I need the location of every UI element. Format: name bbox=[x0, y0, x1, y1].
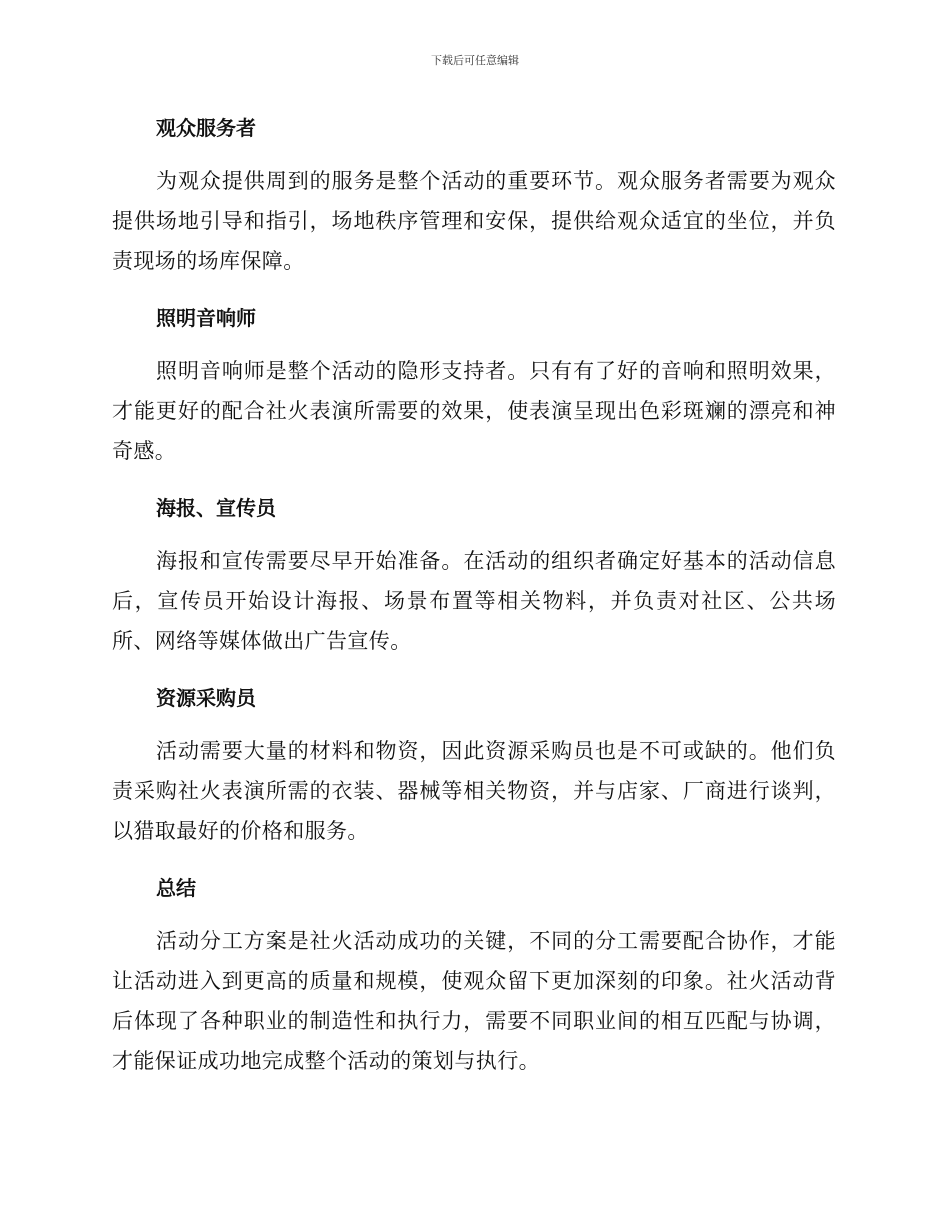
section-body-summary: 活动分工方案是社火活动成功的关键，不同的分工需要配合协作，才能让活动进入到更高的质量和规模，使观众留下更加深刻的印象。社火活动背后体现了各种职业的制造性和执行力，需要不同职业间的相互匹配与协调，才能保证成功地完成整个活动的策划与执行。 bbox=[112, 929, 836, 1073]
document-content bbox=[112, 108, 836, 1098]
section-body-poster-publicity: 海报和宣传需要尽早开始准备。在活动的组织者确定好基本的活动信息后，宣传员开始设计海报、场景布置等相关物料，并负责对社区、公共场所、网络等媒体做出广告宣传。 bbox=[112, 549, 836, 653]
section-body-lighting-sound: 照明音响师是整个活动的隐形支持者。只有有了好的音响和照明效果，才能更好的配合社火表演所需要的效果，使表演呈现出色彩斑斓的漂亮和神奇感。 bbox=[112, 359, 836, 463]
section-heading-summary: 总结 bbox=[156, 876, 196, 900]
page-header: 下载后可任意编辑 bbox=[431, 54, 519, 67]
section-heading-procurement: 资源采购员 bbox=[156, 686, 256, 710]
section-body-audience-service: 为观众提供周到的服务是整个活动的重要环节。观众服务者需要为观众提供场地引导和指引，场地秩序管理和安保，提供给观众适宜的坐位，并负责现场的场库保障。 bbox=[112, 169, 836, 273]
section-heading-lighting-sound: 照明音响师 bbox=[156, 306, 256, 330]
section-heading-poster-publicity: 海报、宣传员 bbox=[156, 496, 276, 520]
section-heading-audience-service: 观众服务者 bbox=[156, 116, 256, 140]
section-body-procurement: 活动需要大量的材料和物资，因此资源采购员也是不可或缺的。他们负责采购社火表演所需的衣装、器械等相关物资，并与店家、厂商进行谈判，以猎取最好的价格和服务。 bbox=[112, 739, 836, 843]
